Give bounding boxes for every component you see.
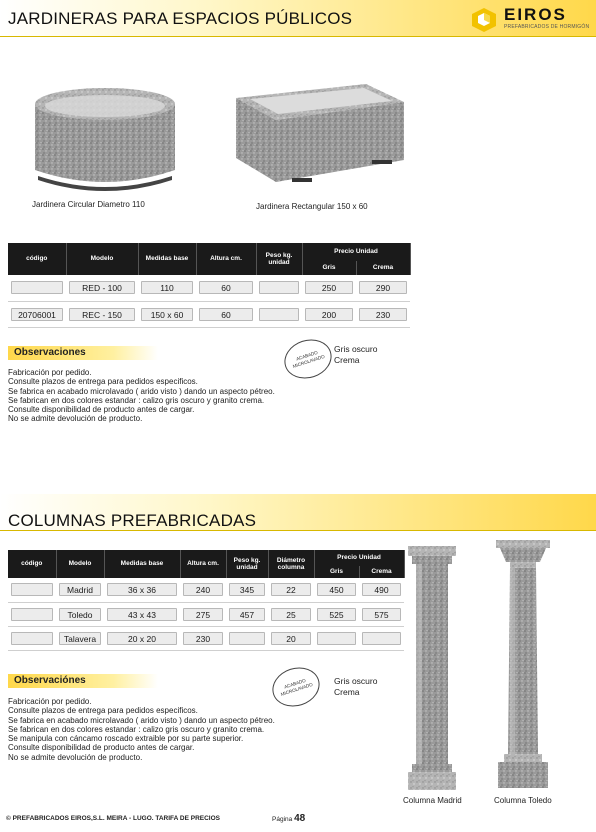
eiros-logo <box>470 6 590 34</box>
observaciones-line: Consulte plazos de entrega para pedidos especificos. <box>8 377 198 387</box>
cell-diametro: 22 <box>271 583 311 596</box>
cell-altura: 60 <box>199 281 253 294</box>
header-precio: Precio Unidad <box>302 243 410 261</box>
observaciones-line: Se fabrica en acabado microlavado ( arido visto ) dando un aspecto pétreo. <box>8 715 275 725</box>
cell-gris <box>317 632 356 645</box>
cell-codigo: 20706001 <box>11 308 63 321</box>
logo-name: EIROS <box>504 5 567 24</box>
cell-medidas: 150 x 60 <box>141 308 193 321</box>
cell-modelo: REC - 150 <box>69 308 135 321</box>
header-peso: Peso kg. unidad <box>256 243 302 275</box>
column-madrid-caption: Columna Madrid <box>403 796 462 805</box>
observaciones-line: Se fabrican en dos colores estandar : calizo gris oscuro y granito crema. <box>8 395 265 405</box>
column-toledo-image <box>494 540 552 790</box>
finish-crema: Crema <box>334 687 360 697</box>
cell-medidas: 110 <box>141 281 193 294</box>
eiros-logo-icon <box>470 6 498 32</box>
observaciones-line: No se admite devolución de producto. <box>8 414 143 424</box>
section2-header <box>0 494 596 530</box>
planters-price-table <box>8 243 411 328</box>
observaciones-text <box>8 368 275 424</box>
cell-codigo <box>11 281 63 294</box>
table-row <box>8 626 404 650</box>
footer-company: © PREFABRICADOS EIROS,S.L. MEIRA - LUGO. TARIFA DE PRECIOS <box>6 815 221 822</box>
observaciones-line: Consulte disponibilidad de producto antes de cargar. <box>8 405 195 415</box>
cell-altura: 60 <box>199 308 253 321</box>
finish-gris: Gris oscuro <box>334 676 378 686</box>
cell-modelo: Madrid <box>59 583 101 596</box>
header-gris: Gris <box>314 566 359 578</box>
table-row <box>8 275 410 301</box>
table-row <box>8 578 404 602</box>
cell-altura: 240 <box>183 583 223 596</box>
cell-peso <box>259 281 299 294</box>
columns-price-table <box>8 550 405 651</box>
cell-altura: 275 <box>183 608 223 621</box>
cell-altura: 230 <box>183 632 223 645</box>
cell-peso <box>259 308 299 321</box>
observaciones-line: Se fabrica en acabado microlavado ( arido visto ) dando un aspecto pétreo. <box>8 386 275 396</box>
cell-crema: 290 <box>359 281 407 294</box>
section1-title: JARDINERAS PARA ESPACIOS PÚBLICOS <box>8 9 353 28</box>
cell-gris: 525 <box>317 608 356 621</box>
header-rule <box>0 36 596 37</box>
cell-modelo: Toledo <box>59 608 101 621</box>
column-toledo-caption: Columna Toledo <box>494 796 552 805</box>
observaciones-line: Se fabrican en dos colores estandar : calizo gris oscuro y granito crema. <box>8 724 265 734</box>
cell-gris: 250 <box>305 281 353 294</box>
cell-crema: 490 <box>362 583 401 596</box>
header-medidas: Medidas base <box>138 243 196 275</box>
observaciones-text <box>8 697 275 762</box>
cell-gris: 450 <box>317 583 356 596</box>
column-madrid-image <box>404 546 460 792</box>
header-gris: Gris <box>302 261 356 275</box>
finish-options <box>334 344 377 366</box>
observaciones-line: Se manipula con cáncamo roscado extraible por su parte superior. <box>8 734 244 744</box>
page-label: Página <box>272 816 293 823</box>
cell-medidas: 20 x 20 <box>107 632 177 645</box>
observaciones-line: Consulte plazos de entrega para pedidos especificos. <box>8 706 198 716</box>
finish-crema: Crema <box>334 355 360 365</box>
header-codigo: código <box>8 550 56 578</box>
header-modelo: Modelo <box>66 243 138 275</box>
header-crema: Crema <box>359 566 404 578</box>
circular-planter-image <box>30 82 180 192</box>
cell-crema: 575 <box>362 608 401 621</box>
header-rule <box>0 530 596 531</box>
observaciones-line: Consulte disponibilidad de producto antes de cargar. <box>8 743 195 753</box>
header-modelo: Modelo <box>56 550 104 578</box>
cell-medidas: 43 x 43 <box>107 608 177 621</box>
observaciones-title: Observaciones <box>8 346 158 360</box>
finish-stamp: ACABADO MICROLAVADO <box>267 662 324 713</box>
cell-diametro: 25 <box>271 608 311 621</box>
header-medidas: Medidas base <box>104 550 180 578</box>
observaciones-line: Fabricación por pedido. <box>8 368 92 377</box>
cell-gris: 200 <box>305 308 353 321</box>
page-number <box>272 813 305 824</box>
observaciones-line: No se admite devolución de producto. <box>8 752 143 762</box>
finish-options <box>334 676 377 698</box>
observaciones-line: Fabricación por pedido. <box>8 697 92 706</box>
cell-codigo <box>11 608 53 621</box>
cell-diametro: 20 <box>271 632 311 645</box>
header-altura: Altura cm. <box>196 243 256 275</box>
header-altura: Altura cm. <box>180 550 226 578</box>
section2-title: COLUMNAS PREFABRICADAS <box>8 511 257 530</box>
header-precio: Precio Unidad <box>314 550 404 566</box>
cell-codigo <box>11 583 53 596</box>
cell-medidas: 36 x 36 <box>107 583 177 596</box>
finish-gris: Gris oscuro <box>334 344 378 354</box>
finish-stamp: ACABADO MICROLAVADO <box>279 334 336 385</box>
cell-modelo: RED - 100 <box>69 281 135 294</box>
circular-planter-caption: Jardinera Circular Diametro 110 <box>32 200 145 209</box>
cell-modelo: Talavera <box>59 632 101 645</box>
page-number-value: 48 <box>294 813 306 824</box>
cell-peso: 457 <box>229 608 265 621</box>
cell-crema <box>362 632 401 645</box>
rectangular-planter-image <box>232 78 408 188</box>
cell-crema: 230 <box>359 308 407 321</box>
cell-peso <box>229 632 265 645</box>
logo-tagline: PREFABRICADOS DE HORMIGÓN <box>504 24 590 30</box>
table-row <box>8 602 404 626</box>
cell-peso: 345 <box>229 583 265 596</box>
header-codigo: código <box>8 243 66 275</box>
header-peso: Peso kg. unidad <box>226 550 268 578</box>
rectangular-planter-caption: Jardinera Rectangular 150 x 60 <box>256 202 368 211</box>
header-diametro: Diámetro columna <box>268 550 314 578</box>
cell-codigo <box>11 632 53 645</box>
table-row <box>8 301 410 327</box>
header-crema: Crema <box>356 261 410 275</box>
observaciones-title: Observaciónes <box>8 674 158 688</box>
